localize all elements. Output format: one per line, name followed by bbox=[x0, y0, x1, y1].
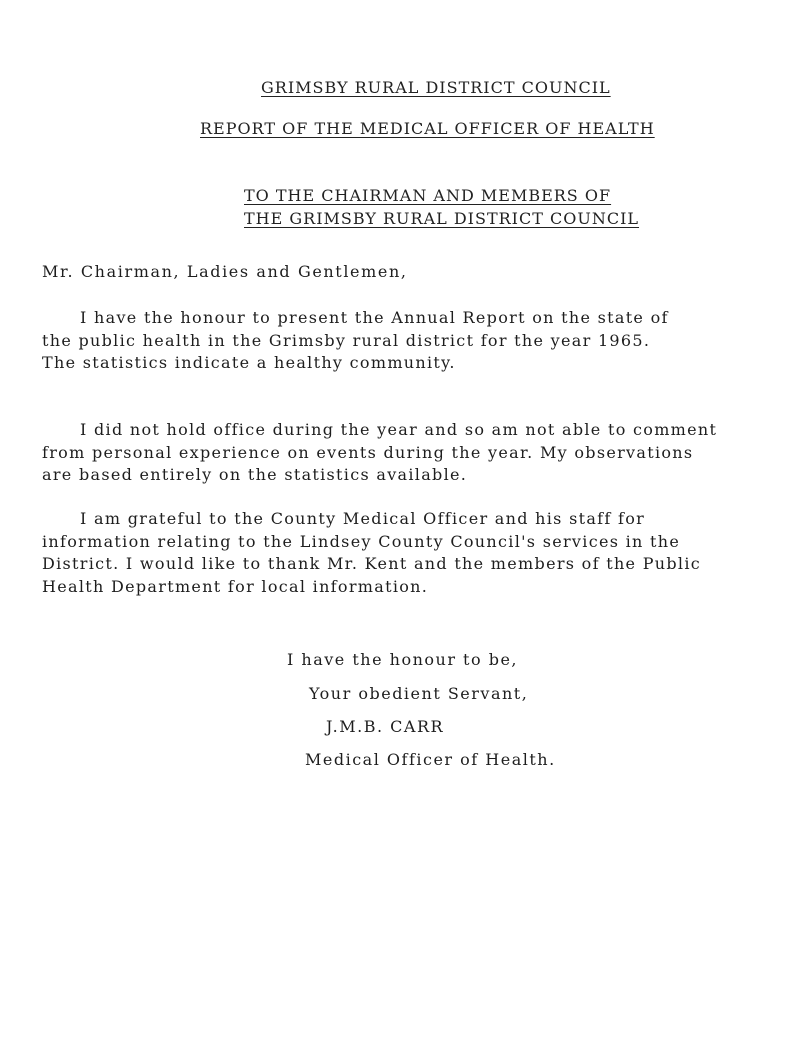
paragraph-line: I am grateful to the County Medical Officer and his staff for bbox=[80, 509, 646, 528]
signature-title: Medical Officer of Health. bbox=[305, 750, 556, 769]
paragraph-acknowledgements bbox=[42, 508, 782, 599]
paragraph-line: from personal experience on events during the year. My observations bbox=[42, 442, 694, 462]
paragraph-line: are based entirely on the statistics available. bbox=[42, 465, 468, 485]
paragraph-line: The statistics indicate a healthy community. bbox=[42, 353, 456, 373]
paragraph-line: information relating to the Lindsey County Council's services in the bbox=[42, 531, 681, 551]
paragraph-line: the public health in the Grimsby rural district for the year 1965. bbox=[42, 330, 651, 350]
salutation: Mr. Chairman, Ladies and Gentlemen, bbox=[42, 262, 408, 281]
report-title: REPORT OF THE MEDICAL OFFICER OF HEALTH bbox=[200, 119, 655, 138]
paragraph-line: Health Department for local information. bbox=[42, 577, 429, 597]
paragraph-line: I have the honour to present the Annual Report on the state of bbox=[80, 308, 669, 327]
addressee-line-2: THE GRIMSBY RURAL DISTRICT COUNCIL bbox=[244, 209, 640, 228]
paragraph-office bbox=[42, 419, 782, 487]
closing-servant-line: Your obedient Servant, bbox=[309, 684, 529, 703]
paragraph-line: District. I would like to thank Mr. Kent and the members of the Public bbox=[42, 554, 702, 574]
paragraph-annual-report bbox=[42, 307, 782, 375]
addressee-line-1: TO THE CHAIRMAN AND MEMBERS OF bbox=[244, 186, 612, 205]
council-heading: GRIMSBY RURAL DISTRICT COUNCIL bbox=[261, 78, 611, 97]
signature-name: J.M.B. CARR bbox=[326, 717, 445, 736]
closing-line: I have the honour to be, bbox=[287, 650, 518, 669]
paragraph-line: I did not hold office during the year and so am not able to comment bbox=[80, 420, 718, 439]
